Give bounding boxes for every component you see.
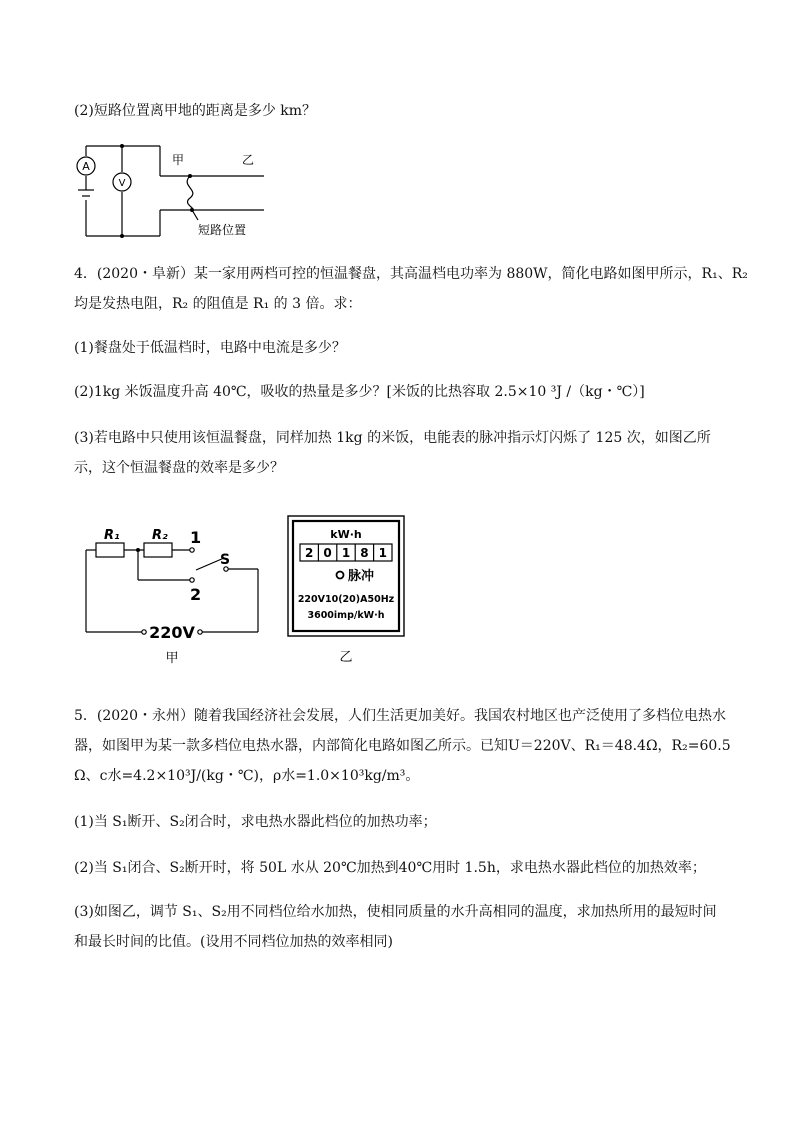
resistor-r1-icon <box>96 543 124 557</box>
q4-part3-line2: 示，这个恒温餐盘的效率是多少？ <box>74 460 284 476</box>
q5-part3-line1: (3)如图乙，调节 S₁、S₂用不同档位给水加热，使相同质量的水升高相同的温度，求加热所用的最短时间 <box>74 904 717 920</box>
figure-yi-caption: 乙 <box>339 650 353 665</box>
q5-part3-line2: 和最长时间的比值。(设用不同档位加热的效率相同) <box>74 934 393 950</box>
position-2-label: 2 <box>190 585 202 604</box>
q4-part1: (1)餐盘处于低温档时，电路中电流是多少？ <box>74 340 346 356</box>
q3-part2-text: (2)短路位置离甲地的距离是多少 km？ <box>74 103 317 119</box>
pulse-light-icon <box>337 572 344 579</box>
q5-line1: 5．(2020・永州）随着我国经济社会发展，人们生活更加美好。我国农村地区也产泛使用了多档位电热水 <box>74 708 726 724</box>
resistor-r2-icon <box>144 543 172 557</box>
meter-digit: 1 <box>341 546 351 560</box>
meter-digit: 2 <box>305 546 314 560</box>
meter-rating: 220V10(20)A50Hz <box>297 594 395 605</box>
voltmeter-label: V <box>118 178 126 189</box>
figure-jia-caption: 甲 <box>165 651 179 666</box>
q5-part2: (2)当 S₁闭合、S₂断开时，将 50L 水从 20℃加热到40℃用时 1.5h，求电热水器此档位的加热效率； <box>74 860 706 876</box>
label-yi: 乙 <box>242 153 255 167</box>
meter-unit: kW·h <box>330 528 362 541</box>
two-gear-circuit-figure <box>78 522 268 667</box>
label-short-location: 短路位置 <box>198 223 247 237</box>
electricity-meter-figure <box>286 514 410 666</box>
meter-constant: 3600imp/kW·h <box>307 610 385 621</box>
label-jia: 甲 <box>172 153 185 167</box>
meter-pulse-label: 脉冲 <box>348 569 375 584</box>
q4-line2: 均是发热电阻，R₂ 的阻值是 R₁ 的 3 倍。求： <box>74 296 362 312</box>
r2-label: R₂ <box>152 528 168 543</box>
short-circuit-figure <box>68 140 278 240</box>
r1-label: R₁ <box>104 528 120 543</box>
q5-line3: Ω、c水=4.2×10³J/(kg・℃)，ρ水=1.0×10³kg/m³。 <box>74 768 420 784</box>
ammeter-label: A <box>82 160 90 173</box>
q4-part3-line1: (3)若电路中只使用该恒温餐盘，同样加热 1kg 的米饭，电能表的脉冲指示灯闪烁了 125 次，如图乙所 <box>74 430 711 446</box>
switch-s-label: S <box>220 552 231 568</box>
position-1-label: 1 <box>190 528 202 547</box>
meter-digit: 8 <box>360 546 369 560</box>
q4-line1: 4．(2020・阜新）某一家用两档可控的恒温餐盘，其高温档电功率为 880W，简化电路如图甲所示，R₁、R₂ <box>74 266 748 282</box>
meter-digit: 1 <box>378 546 387 560</box>
voltage-label: 220V <box>149 623 195 642</box>
q5-part1: (1)当 S₁断开、S₂闭合时，求电热水器此档位的加热功率； <box>74 814 437 830</box>
q5-line2: 器，如图甲为某一款多档位电热水器，内部简化电路如图乙所示。已知U＝220V、R₁＝48.4Ω，R₂=60.5 <box>74 738 731 754</box>
meter-digit: 0 <box>323 546 332 560</box>
q4-part2: (2)1kg 米饭温度升高 40℃，吸收的热量是多少？[米饭的比热容取 2.5×10 ³J /（kg・℃）] <box>74 384 645 400</box>
